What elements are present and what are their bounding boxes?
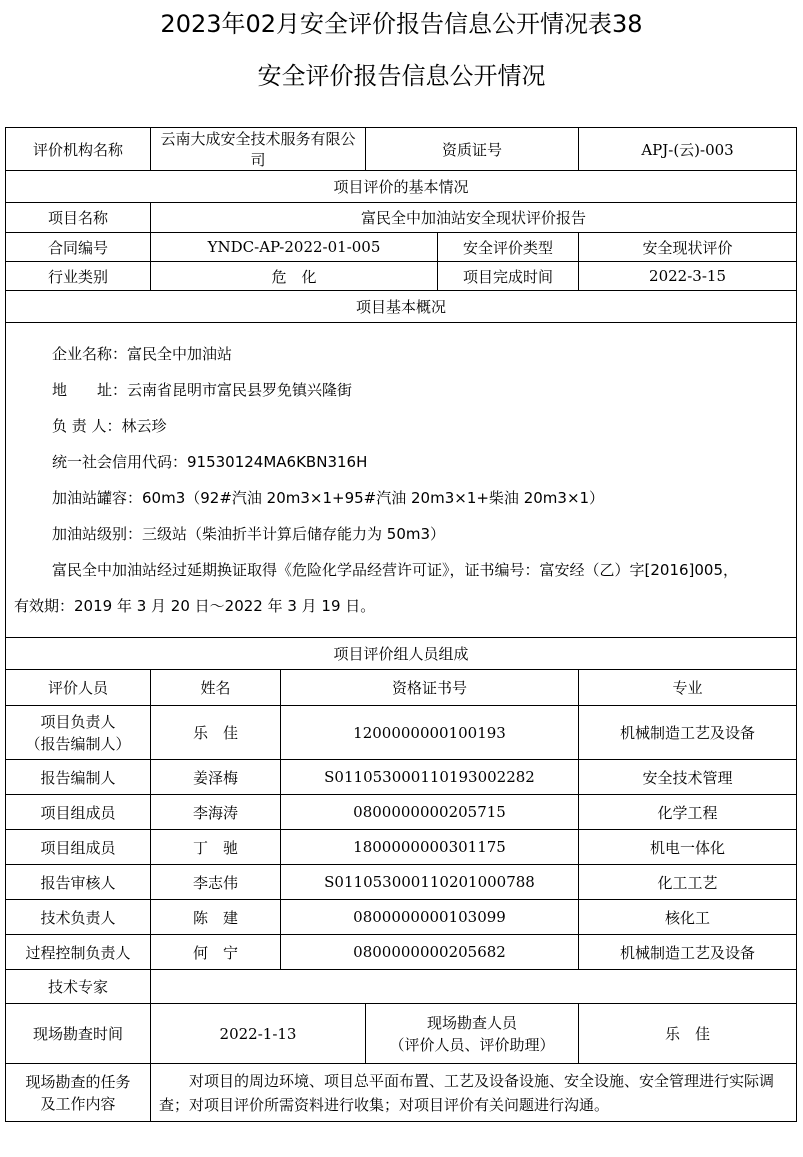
survey-staff-label-line1: 现场勘查人员 [427,1013,518,1032]
document-title: 2023年02月安全评价报告信息公开情况表38 [160,10,643,38]
table-row [6,935,797,970]
member-role: 过程控制负责人 [6,935,151,970]
table-row [6,795,797,830]
col-header-role: 评价人员 [6,670,151,706]
overview-content [6,323,797,638]
member-name: 李海涛 [151,795,281,830]
overview-line: 加油站级别：三级站（柴油折半计算后储存能力为 50m3） [52,525,446,543]
overview-line: 负 责 人：林云珍 [52,417,167,435]
overview-paragraph-cont: 有效期：2019 年 3 月 20 日～2022 年 3 月 19 日。 [14,597,376,615]
org-label: 评价机构名称 [6,128,151,171]
survey-time-label: 现场勘查时间 [6,1004,151,1064]
org-row [6,128,797,171]
info-table [5,127,797,1122]
member-role: 报告审核人 [6,865,151,900]
overview-line: 加油站罐容：60m3（92#汽油 20m3×1+95#汽油 20m3×1+柴油 20m3×1） [52,489,605,507]
eval-type-label: 安全评价类型 [438,233,579,262]
member-role [6,706,151,760]
member-cert: 0800000000205682 [281,935,579,970]
member-major: 机电一体化 [579,830,797,865]
finish-value: 2022-3-15 [579,262,797,291]
member-cert: S011053000110201000788 [281,865,579,900]
expert-row [6,970,797,1004]
member-name: 李志伟 [151,865,281,900]
survey-staff-label [366,1004,579,1064]
overview-section-title: 项目基本概况 [6,291,797,323]
member-cert: 1800000000301175 [281,830,579,865]
project-name-value: 富民全中加油站安全现状评价报告 [151,203,797,233]
member-cert: 0800000000205715 [281,795,579,830]
member-major: 机械制造工艺及设备 [579,935,797,970]
overview-paragraph: 富民全中加油站经过延期换证取得《危险化学品经营许可证》，证书编号：富安经（乙）字[2016]005， [52,561,739,579]
overview-line: 地 址：云南省昆明市富民县罗免镇兴隆街 [52,381,353,399]
cert-label: 资质证号 [366,128,579,171]
member-cert: S011053000110193002282 [281,760,579,795]
overview-line: 企业名称：富民全中加油站 [52,345,233,363]
col-header-name: 姓名 [151,670,281,706]
member-name: 何 宁 [151,935,281,970]
task-row [6,1064,797,1122]
survey-time-value: 2022-1-13 [151,1004,366,1064]
member-role: 项目组成员 [6,795,151,830]
table-row [6,706,797,760]
org-value: 云南大成安全技术服务有限公司 [151,128,366,171]
document-subtitle: 安全评价报告信息公开情况 [257,62,546,90]
col-header-cert: 资格证书号 [281,670,579,706]
overview-line: 统一社会信用代码：91530124MA6KBN316H [52,453,368,471]
member-cert: 1200000000100193 [281,706,579,760]
member-role-line2: （报告编制人） [25,734,131,753]
member-major: 安全技术管理 [579,760,797,795]
member-role-line1: 项目负责人 [40,712,116,731]
member-name: 姜泽梅 [151,760,281,795]
table-row [6,900,797,935]
team-section-title: 项目评价组人员组成 [6,638,797,670]
industry-value: 危 化 [151,262,438,291]
contract-label: 合同编号 [6,233,151,262]
member-name: 乐 佳 [151,706,281,760]
member-role: 报告编制人 [6,760,151,795]
member-name: 陈 建 [151,900,281,935]
expert-label: 技术专家 [6,970,151,1004]
member-name: 丁 驰 [151,830,281,865]
survey-row [6,1004,797,1064]
member-major: 核化工 [579,900,797,935]
member-major: 化学工程 [579,795,797,830]
col-header-major: 专业 [579,670,797,706]
contract-value: YNDC-AP-2022-01-005 [151,233,438,262]
eval-type-value: 安全现状评价 [579,233,797,262]
table-row [6,760,797,795]
team-header-row [6,670,797,706]
industry-label: 行业类别 [6,262,151,291]
member-major: 化工工艺 [579,865,797,900]
survey-staff-value: 乐 佳 [579,1004,797,1064]
task-label-line1: 现场勘查的任务 [25,1072,131,1091]
task-label [6,1064,151,1122]
table-row [6,830,797,865]
task-content: 对项目的周边环境、项目总平面布置、工艺及设备设施、安全设施、安全管理进行实际调查；对项目评价所需资料进行收集；对项目评价有关问题进行沟通。 [151,1064,797,1122]
finish-label: 项目完成时间 [438,262,579,291]
cert-value: APJ-(云)-003 [579,128,797,171]
survey-staff-label-line2: （评价人员、评价助理） [389,1035,555,1054]
member-cert: 0800000000103099 [281,900,579,935]
expert-value [151,970,797,1004]
project-name-label: 项目名称 [6,203,151,233]
task-label-line2: 及工作内容 [40,1094,116,1113]
member-role: 项目组成员 [6,830,151,865]
member-role: 技术负责人 [6,900,151,935]
member-major: 机械制造工艺及设备 [579,706,797,760]
basic-section-title: 项目评价的基本情况 [6,171,797,203]
table-row [6,865,797,900]
